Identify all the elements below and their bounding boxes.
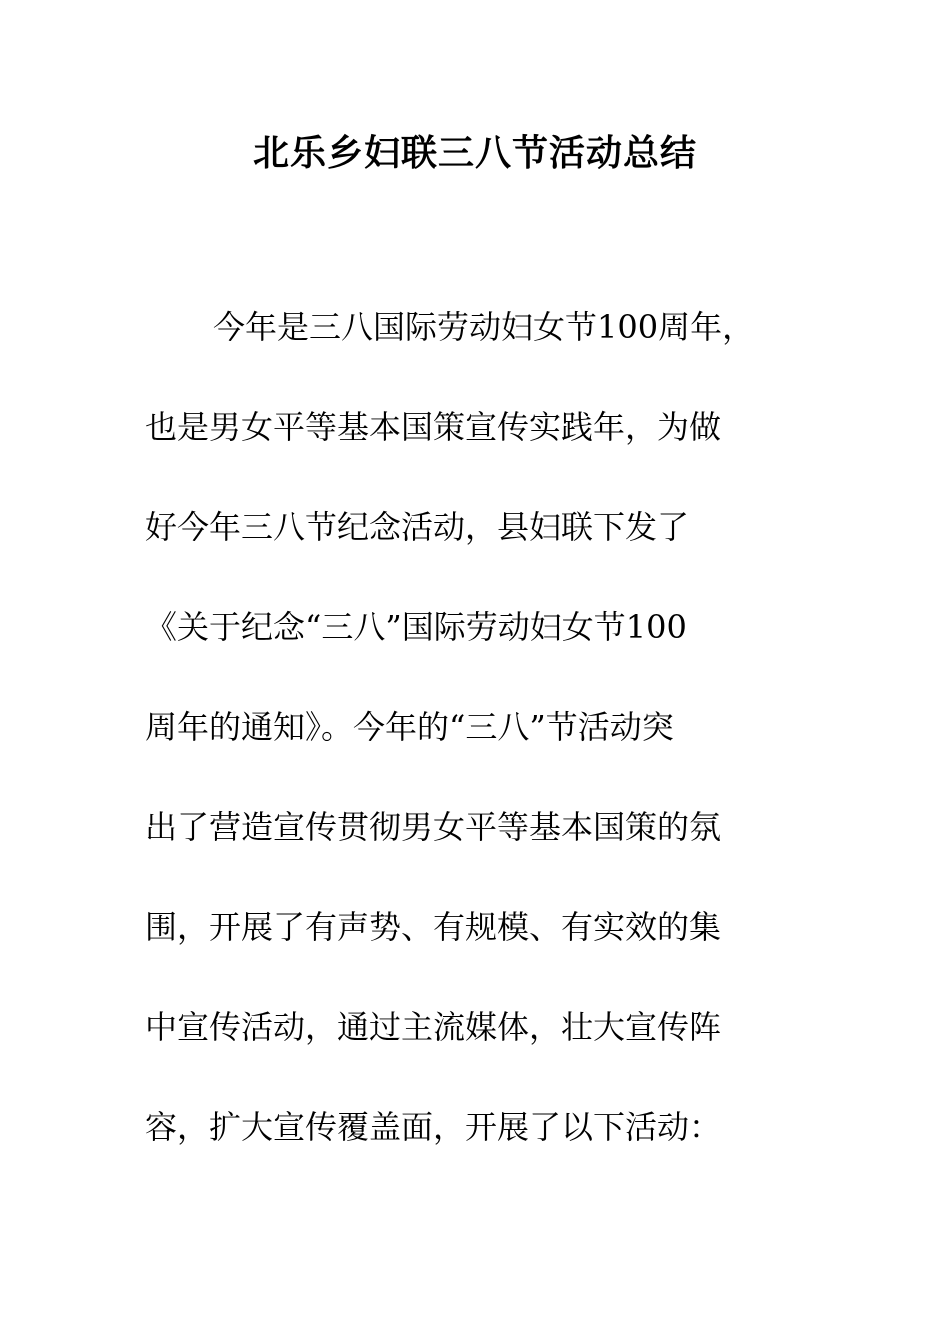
paragraph-line: 《关于纪念“三八”国际劳动妇女节100 <box>145 608 687 646</box>
paragraph-line: 围，开展了有声势、有规模、有实效的集 <box>145 908 722 946</box>
paragraph-line: 周年的通知》。今年的“三八”节活动突 <box>145 708 674 746</box>
paragraph-line: 今年是三八国际劳动妇女节100周年， <box>213 308 755 346</box>
paragraph-line: 容，扩大宣传覆盖面，开展了以下活动： <box>145 1108 722 1146</box>
document-title: 北乐乡妇联三八节活动总结 <box>252 133 697 174</box>
paragraph-line: 出了营造宣传贯彻男女平等基本国策的氛 <box>145 808 722 846</box>
paragraph-line: 好今年三八节纪念活动，县妇联下发了 <box>145 508 690 546</box>
paragraph-line: 中宣传活动，通过主流媒体，壮大宣传阵 <box>145 1008 722 1046</box>
body-paragraph <box>145 300 825 1200</box>
paragraph-line: 也是男女平等基本国策宣传实践年，为做 <box>145 408 722 446</box>
